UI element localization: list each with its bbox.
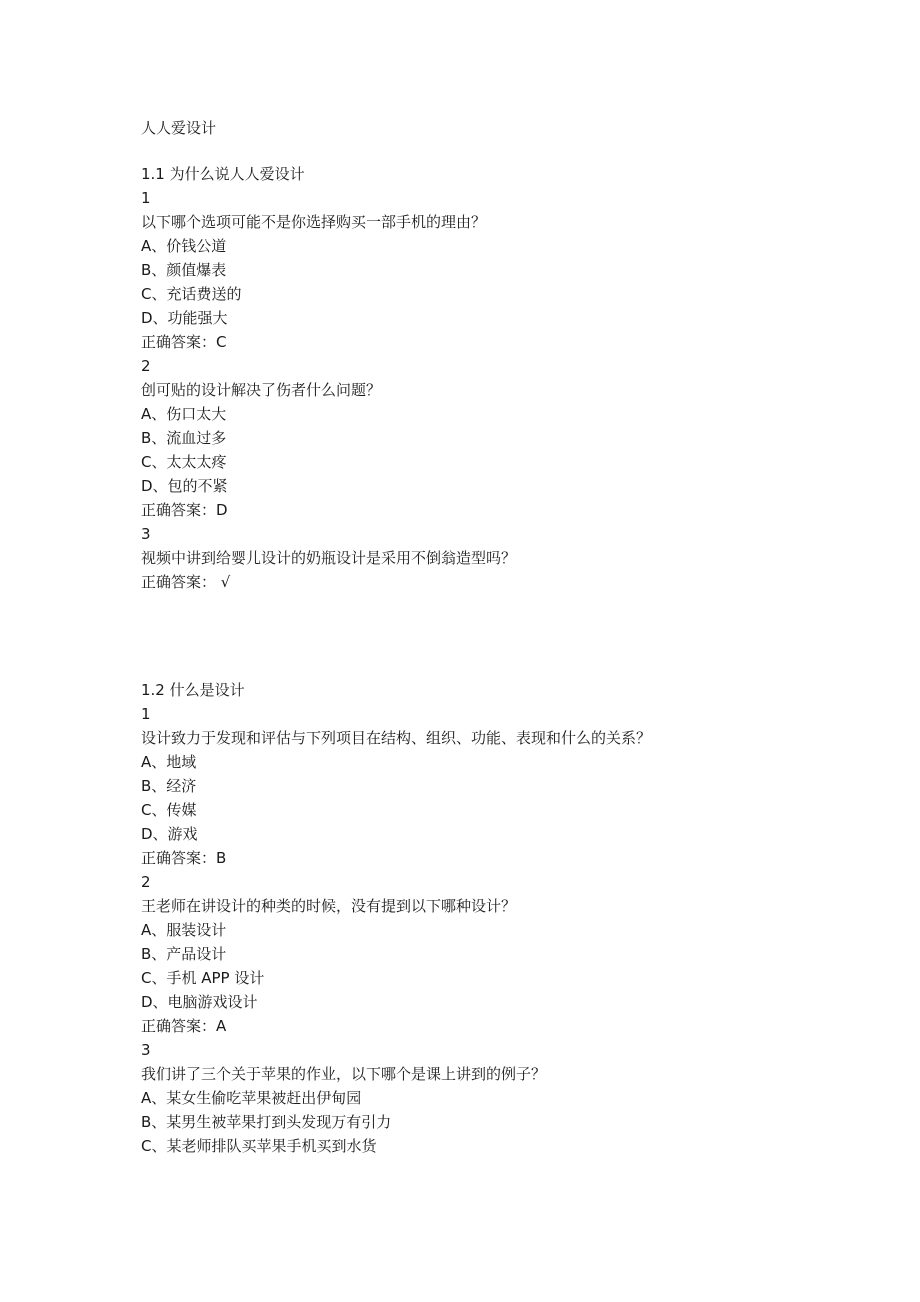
option-a: A、地域 [141, 753, 197, 771]
document-page [141, 116, 881, 1158]
question-3 [141, 522, 881, 594]
question-number: 3 [141, 525, 151, 543]
option-b: B、某男生被苹果打到头发现万有引力 [141, 1113, 392, 1131]
question-text: 我们讲了三个关于苹果的作业，以下哪个是课上讲到的例子？ [141, 1065, 547, 1083]
section-1-2 [141, 678, 881, 1158]
option-d: D、电脑游戏设计 [141, 993, 258, 1011]
correct-answer: 正确答案：B [141, 849, 227, 867]
section-title: 1.2 什么是设计 [141, 681, 245, 699]
question-text: 设计致力于发现和评估与下列项目在结构、组织、功能、表现和什么的关系？ [141, 729, 652, 747]
question-2 [141, 870, 881, 1038]
option-d: D、游戏 [141, 825, 198, 843]
option-c: C、手机 APP 设计 [141, 969, 265, 987]
option-b: B、产品设计 [141, 945, 227, 963]
question-number: 1 [141, 189, 151, 207]
option-d: D、功能强大 [141, 309, 228, 327]
option-b: B、经济 [141, 777, 197, 795]
question-text: 以下哪个选项可能不是你选择购买一部手机的理由？ [141, 213, 487, 231]
option-a: A、伤口太大 [141, 405, 227, 423]
option-b: B、流血过多 [141, 429, 227, 447]
correct-answer: 正确答案：D [141, 501, 228, 519]
question-number: 2 [141, 873, 151, 891]
question-1 [141, 186, 881, 354]
option-c: C、充话费送的 [141, 285, 242, 303]
question-number: 2 [141, 357, 151, 375]
question-number: 3 [141, 1041, 151, 1059]
question-text: 视频中讲到给婴儿设计的奶瓶设计是采用不倒翁造型吗？ [141, 549, 517, 567]
option-b: B、颜值爆表 [141, 261, 227, 279]
correct-answer: 正确答案：C [141, 333, 227, 351]
option-c: C、传媒 [141, 801, 197, 819]
question-number: 1 [141, 705, 151, 723]
document-title: 人人爱设计 [141, 119, 217, 137]
correct-answer: 正确答案： √ [141, 573, 231, 591]
section-title: 1.1 为什么说人人爱设计 [141, 165, 305, 183]
option-c: C、太太太疼 [141, 453, 227, 471]
question-text: 王老师在讲设计的种类的时候，没有提到以下哪种设计？ [141, 897, 517, 915]
question-3 [141, 1038, 881, 1158]
question-text: 创可贴的设计解决了伤者什么问题？ [141, 381, 382, 399]
correct-answer: 正确答案：A [141, 1017, 227, 1035]
section-1-1 [141, 162, 881, 594]
option-a: A、服装设计 [141, 921, 227, 939]
question-1 [141, 702, 881, 870]
option-a: A、价钱公道 [141, 237, 227, 255]
option-a: A、某女生偷吃苹果被赶出伊甸园 [141, 1089, 362, 1107]
question-2 [141, 354, 881, 522]
option-d: D、包的不紧 [141, 477, 228, 495]
option-c: C、某老师排队买苹果手机买到水货 [141, 1137, 377, 1155]
